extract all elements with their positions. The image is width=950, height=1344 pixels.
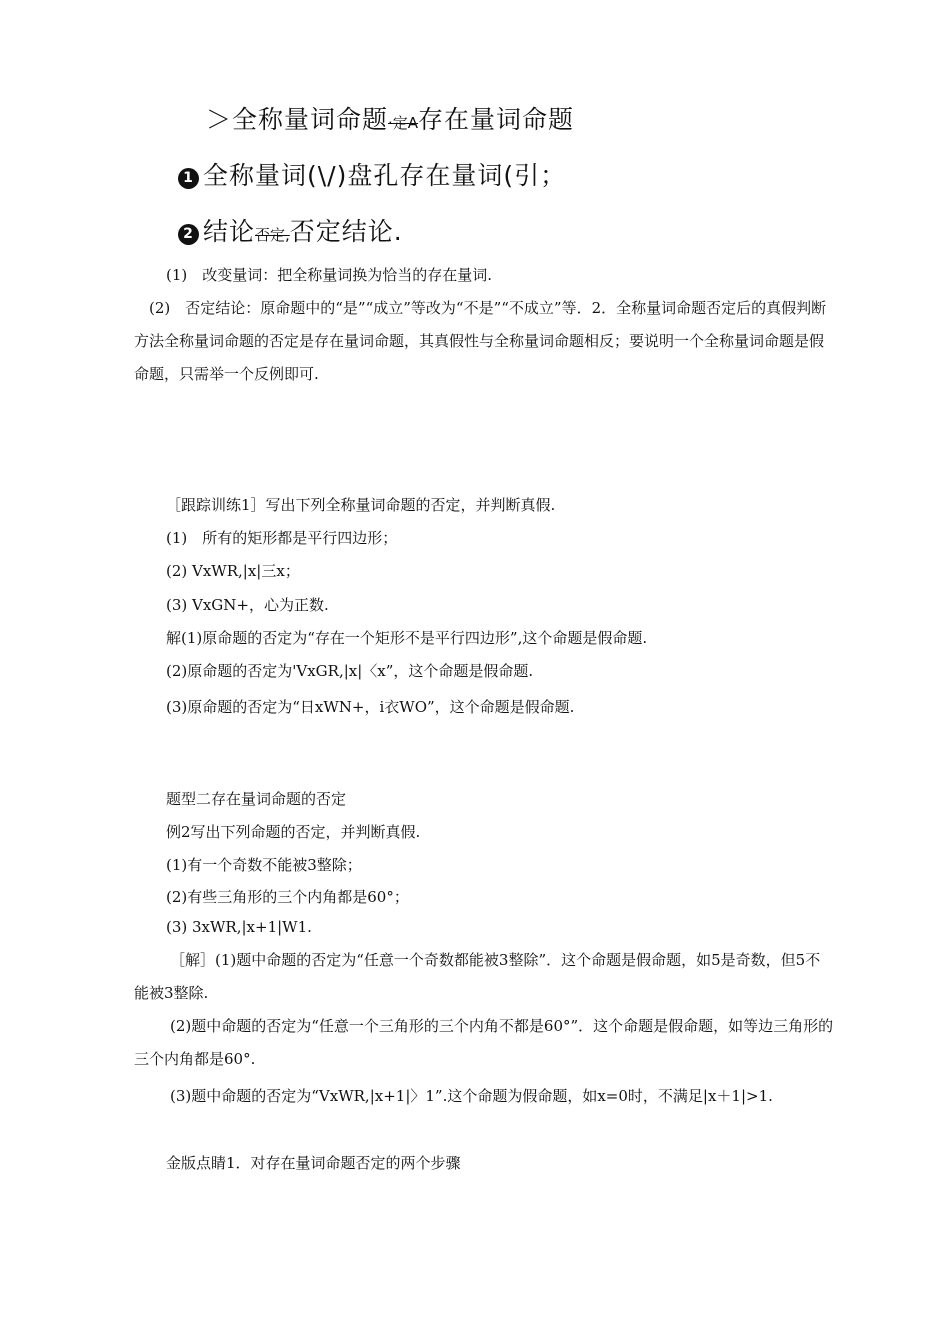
heading-line-2: [178, 156, 566, 192]
tip-title: 金版点睛1．对存在量词命题否定的两个步骤: [166, 1154, 461, 1172]
training-question-2: (2) VxWR,|x|三x；: [166, 562, 300, 580]
example-question-1: (1)有一个奇数不能被3整除；: [166, 856, 362, 874]
example-answer-2: (2)题中命题的否定为“任意一个三角形的三个内角不都是60°”．这个命题是假命题，如等边三角形的三个内角都是60°.: [134, 1017, 834, 1068]
training-answer-2: (2)原命题的否定为'VxGR,|x|〈x”，这个命题是假命题.: [166, 662, 534, 680]
training-question-1: (1) 所有的矩形都是平行四边形；: [166, 529, 398, 547]
heading-text: 全称量词(\/)盘孔存在量词(引；: [203, 161, 567, 190]
training-question-3: (3) VxGN+，心为正数.: [166, 596, 329, 614]
bullet-2-icon: 2: [178, 224, 199, 245]
example-answer-1: ［解］(1)题中命题的否定为“任意一个奇数都能被3整除”．这个命题是假命题，如5是奇数，但5不能被3整除.: [134, 951, 821, 1002]
heading-text: 否定结论.: [289, 217, 403, 246]
example-answer-3: (3)题中命题的否定为“VxWR,|x+1|〉1”.这个命题为假命题，如x=0时，不满足|x＋1|>1.: [170, 1087, 773, 1105]
struck-text: 否定,: [255, 226, 290, 244]
training-title: ［跟踪训练1］写出下列全称量词命题的否定，并判断真假.: [166, 496, 556, 514]
step-1: (1) 改变量词：把全称量词换为恰当的存在量词.: [166, 266, 493, 284]
struck-text: ·定A: [388, 114, 419, 132]
heading-text: ＞全称量词命题: [206, 105, 389, 134]
heading-text: 结论: [203, 217, 256, 246]
example-question-2: (2)有些三角形的三个内角都是60°；: [166, 888, 409, 906]
step-2-paragraph: (2) 否定结论：原命题中的“是”“成立”等改为“不是”“不成立”等．2．全称量词命题否定后的真假判断方法全称量词命题的否定是存在量词命题，其真假性与全称量词命题相反；要说明一个全称量词命题是假命题，只需举一个反例即可.: [134, 299, 827, 383]
example-title: 例2写出下列命题的否定，并判断真假.: [166, 823, 421, 841]
heading-text: 存在量词命题: [418, 105, 575, 134]
bullet-1-icon: 1: [178, 168, 199, 189]
training-answer-3: (3)原命题的否定为“日xWN+，i衣WO”，这个命题是假命题.: [166, 698, 575, 716]
training-answer-1: 解(1)原命题的否定为“存在一个矩形不是平行四边形”,这个命题是假命题.: [166, 629, 648, 647]
type-title: 题型二存在量词命题的否定: [166, 790, 347, 808]
heading-line-1: [206, 100, 574, 136]
heading-line-3: [178, 212, 403, 248]
example-question-3: (3) 3xWR,|x+1|W1.: [166, 918, 312, 936]
